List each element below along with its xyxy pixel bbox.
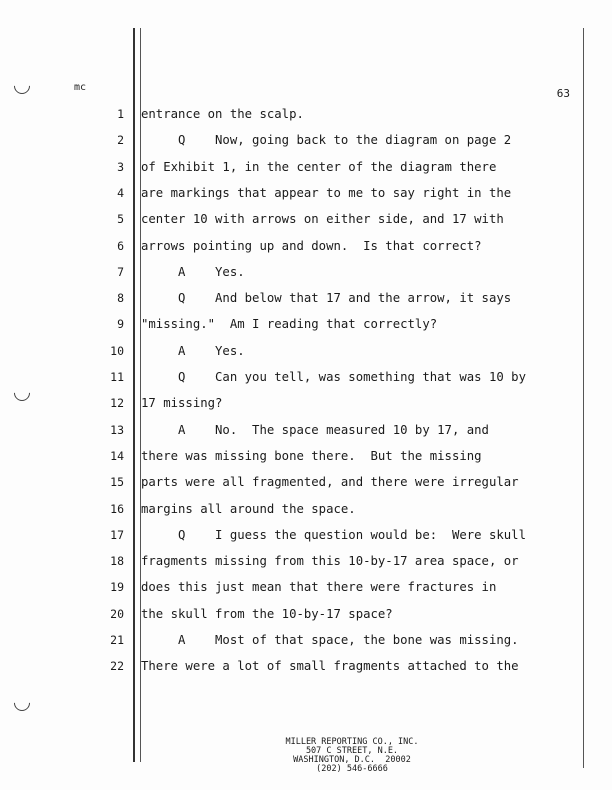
transcript-line — [0, 289, 612, 307]
footer-company: MILLER REPORTING CO., INC. — [285, 737, 419, 747]
line-text: does this just mean that there were fractures in — [141, 580, 497, 595]
transcript-line — [0, 394, 612, 412]
line-text: A Most of that space, the bone was missing. — [141, 633, 519, 647]
transcript-line — [0, 421, 612, 439]
transcript-line — [0, 315, 612, 333]
punch-hole-icon — [11, 75, 34, 98]
line-text: 17 missing? — [141, 396, 223, 411]
footer-street: 507 C STREET, N.E. — [305, 746, 399, 756]
line-number: 3 — [117, 159, 124, 174]
transcript-line — [0, 131, 612, 149]
line-number: 4 — [117, 185, 124, 200]
line-number: 6 — [117, 238, 124, 253]
transcript-line — [0, 552, 612, 570]
line-number: 1 — [117, 107, 124, 121]
line-number: 13 — [110, 422, 124, 437]
transcript-line — [0, 105, 612, 123]
line-number: 20 — [110, 606, 124, 621]
line-number: 17 — [110, 527, 124, 542]
line-number: 2 — [117, 133, 124, 148]
line-text: there was missing bone there. But the missing — [141, 448, 482, 463]
transcript-line — [0, 368, 612, 386]
line-text: "missing." Am I reading that correctly? — [141, 317, 438, 332]
line-number: 12 — [110, 396, 124, 411]
line-number: 8 — [117, 291, 124, 306]
line-text: Q Can you tell, was something that was 10 by — [141, 370, 526, 384]
line-number: 15 — [110, 475, 124, 490]
transcript-line — [0, 578, 612, 596]
line-text: A Yes. — [141, 264, 245, 279]
reporter-footer — [242, 738, 462, 774]
line-text: A Yes. — [141, 343, 245, 358]
transcript-line — [0, 473, 612, 491]
line-number: 5 — [117, 212, 124, 227]
line-text: margins all around the space. — [141, 501, 356, 516]
line-text: fragments missing from this 10-by-17 area space, or — [141, 554, 519, 569]
page-number: 63 — [556, 87, 570, 100]
transcript-line — [0, 605, 612, 623]
line-number: 10 — [110, 343, 124, 358]
transcript-line — [0, 657, 612, 675]
transcript-line — [0, 526, 612, 544]
line-text: Q I guess the question would be: Were skull — [141, 527, 526, 542]
transcript-line — [0, 184, 612, 202]
transcript-line — [0, 500, 612, 518]
line-number: 22 — [110, 659, 124, 674]
line-text: of Exhibit 1, in the center of the diagram there — [141, 159, 497, 174]
transcript-line — [0, 237, 612, 255]
line-text: Q And below that 17 and the arrow, it says — [141, 291, 512, 306]
transcript-line — [0, 631, 612, 649]
punch-hole-icon — [11, 692, 34, 715]
footer-phone: (202) 546-6666 — [316, 764, 388, 774]
line-text: entrance on the scalp. — [141, 107, 304, 121]
line-text: parts were all fragmented, and there were irregular — [141, 475, 519, 490]
transcript-line — [0, 158, 612, 176]
line-number: 16 — [110, 501, 124, 516]
transcript-line — [0, 263, 612, 281]
line-text: are markings that appear to me to say right in the — [141, 185, 512, 200]
line-number: 14 — [110, 448, 124, 463]
transcript-line — [0, 342, 612, 360]
transcript-line — [0, 447, 612, 465]
line-number: 7 — [117, 264, 124, 279]
line-number: 19 — [110, 580, 124, 595]
line-number: 11 — [110, 370, 124, 384]
line-text: center 10 with arrows on either side, and 17 with — [141, 212, 504, 227]
transcript-line — [0, 210, 612, 228]
line-number: 21 — [110, 633, 124, 647]
line-number: 9 — [117, 317, 124, 332]
footer-city: WASHINGTON, D.C. 20002 — [293, 755, 411, 765]
line-text: arrows pointing up and down. Is that correct? — [141, 238, 482, 253]
line-text: the skull from the 10-by-17 space? — [141, 606, 393, 621]
line-text: A No. The space measured 10 by 17, and — [141, 422, 489, 437]
line-number: 18 — [110, 554, 124, 569]
line-text: There were a lot of small fragments attached to the — [141, 659, 519, 674]
reporter-initials: mc — [74, 82, 87, 93]
line-text: Q Now, going back to the diagram on page 2 — [141, 133, 512, 148]
